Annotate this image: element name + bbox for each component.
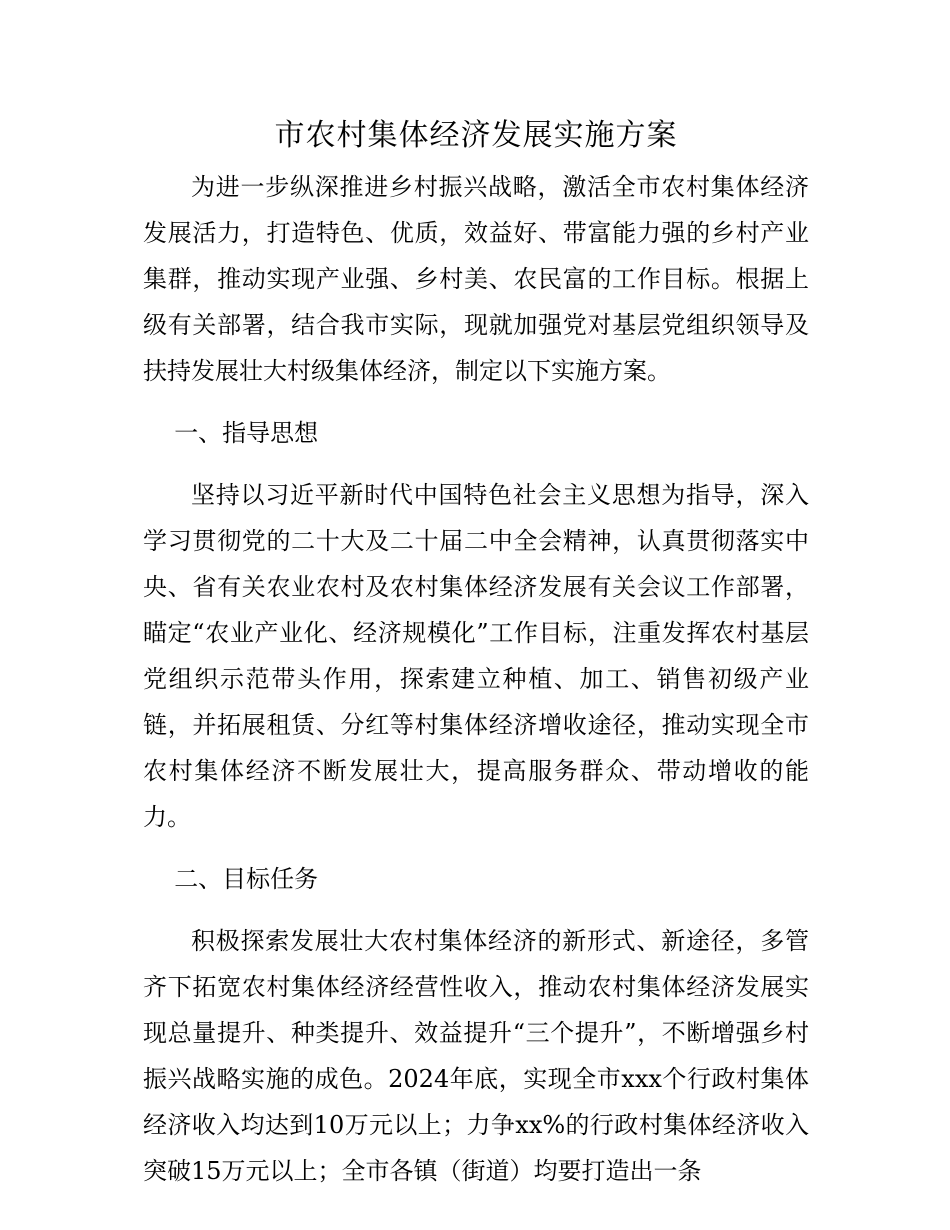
section2-heading: 二、目标任务 — [174, 865, 319, 893]
section1-body: 坚持以习近平新时代中国特色社会主义思想为指导，深入学习贯彻党的二十大及二十届二中全会精神，认真贯彻落实中央、省有关农业农村及农村集体经济发展有关会议工作部署，瞄定“农业产业化、经济规模化”工作目标，注重发挥农村基层党组织示范带头作用，探索建立种植、加工、销售初级产业链，并拓展租赁、分红等村集体经济增收途径，推动实现全市农村集体经济不断发展壮大，提高服务群众、带动增收的能力。 — [143, 481, 809, 831]
paragraph-gap — [143, 902, 809, 918]
paragraph-gap — [143, 456, 809, 472]
section1-heading: 一、指导思想 — [174, 419, 319, 447]
paragraph-gap — [143, 840, 809, 856]
document-title: 市农村集体经济发展实施方案 — [274, 118, 678, 153]
document-page — [143, 112, 809, 1194]
section2-body: 积极探索发展壮大农村集体经济的新形式、新途径，多管齐下拓宽农村集体经济经营性收入，推动农村集体经济发展实现总量提升、种类提升、效益提升“三个提升”，不断增强乡村振兴战略实施的成色。2024年底，实现全市xxx个行政村集体经济收入均达到10万元以上；力争xx%的行政村集体经济收入突破15万元以上；全市各镇（街道）均要打造出一条 — [143, 927, 809, 1185]
intro-paragraph: 为进一步纵深推进乡村振兴战略，激活全市农村集体经济发展活力，打造特色、优质，效益好、带富能力强的乡村产业集群，推动实现产业强、乡村美、农民富的工作目标。根据上级有关部署，结合我市实际，现就加强党对基层党组织领导及扶持发展壮大村级集体经济，制定以下实施方案。 — [143, 173, 809, 385]
paragraph-gap — [143, 394, 809, 410]
